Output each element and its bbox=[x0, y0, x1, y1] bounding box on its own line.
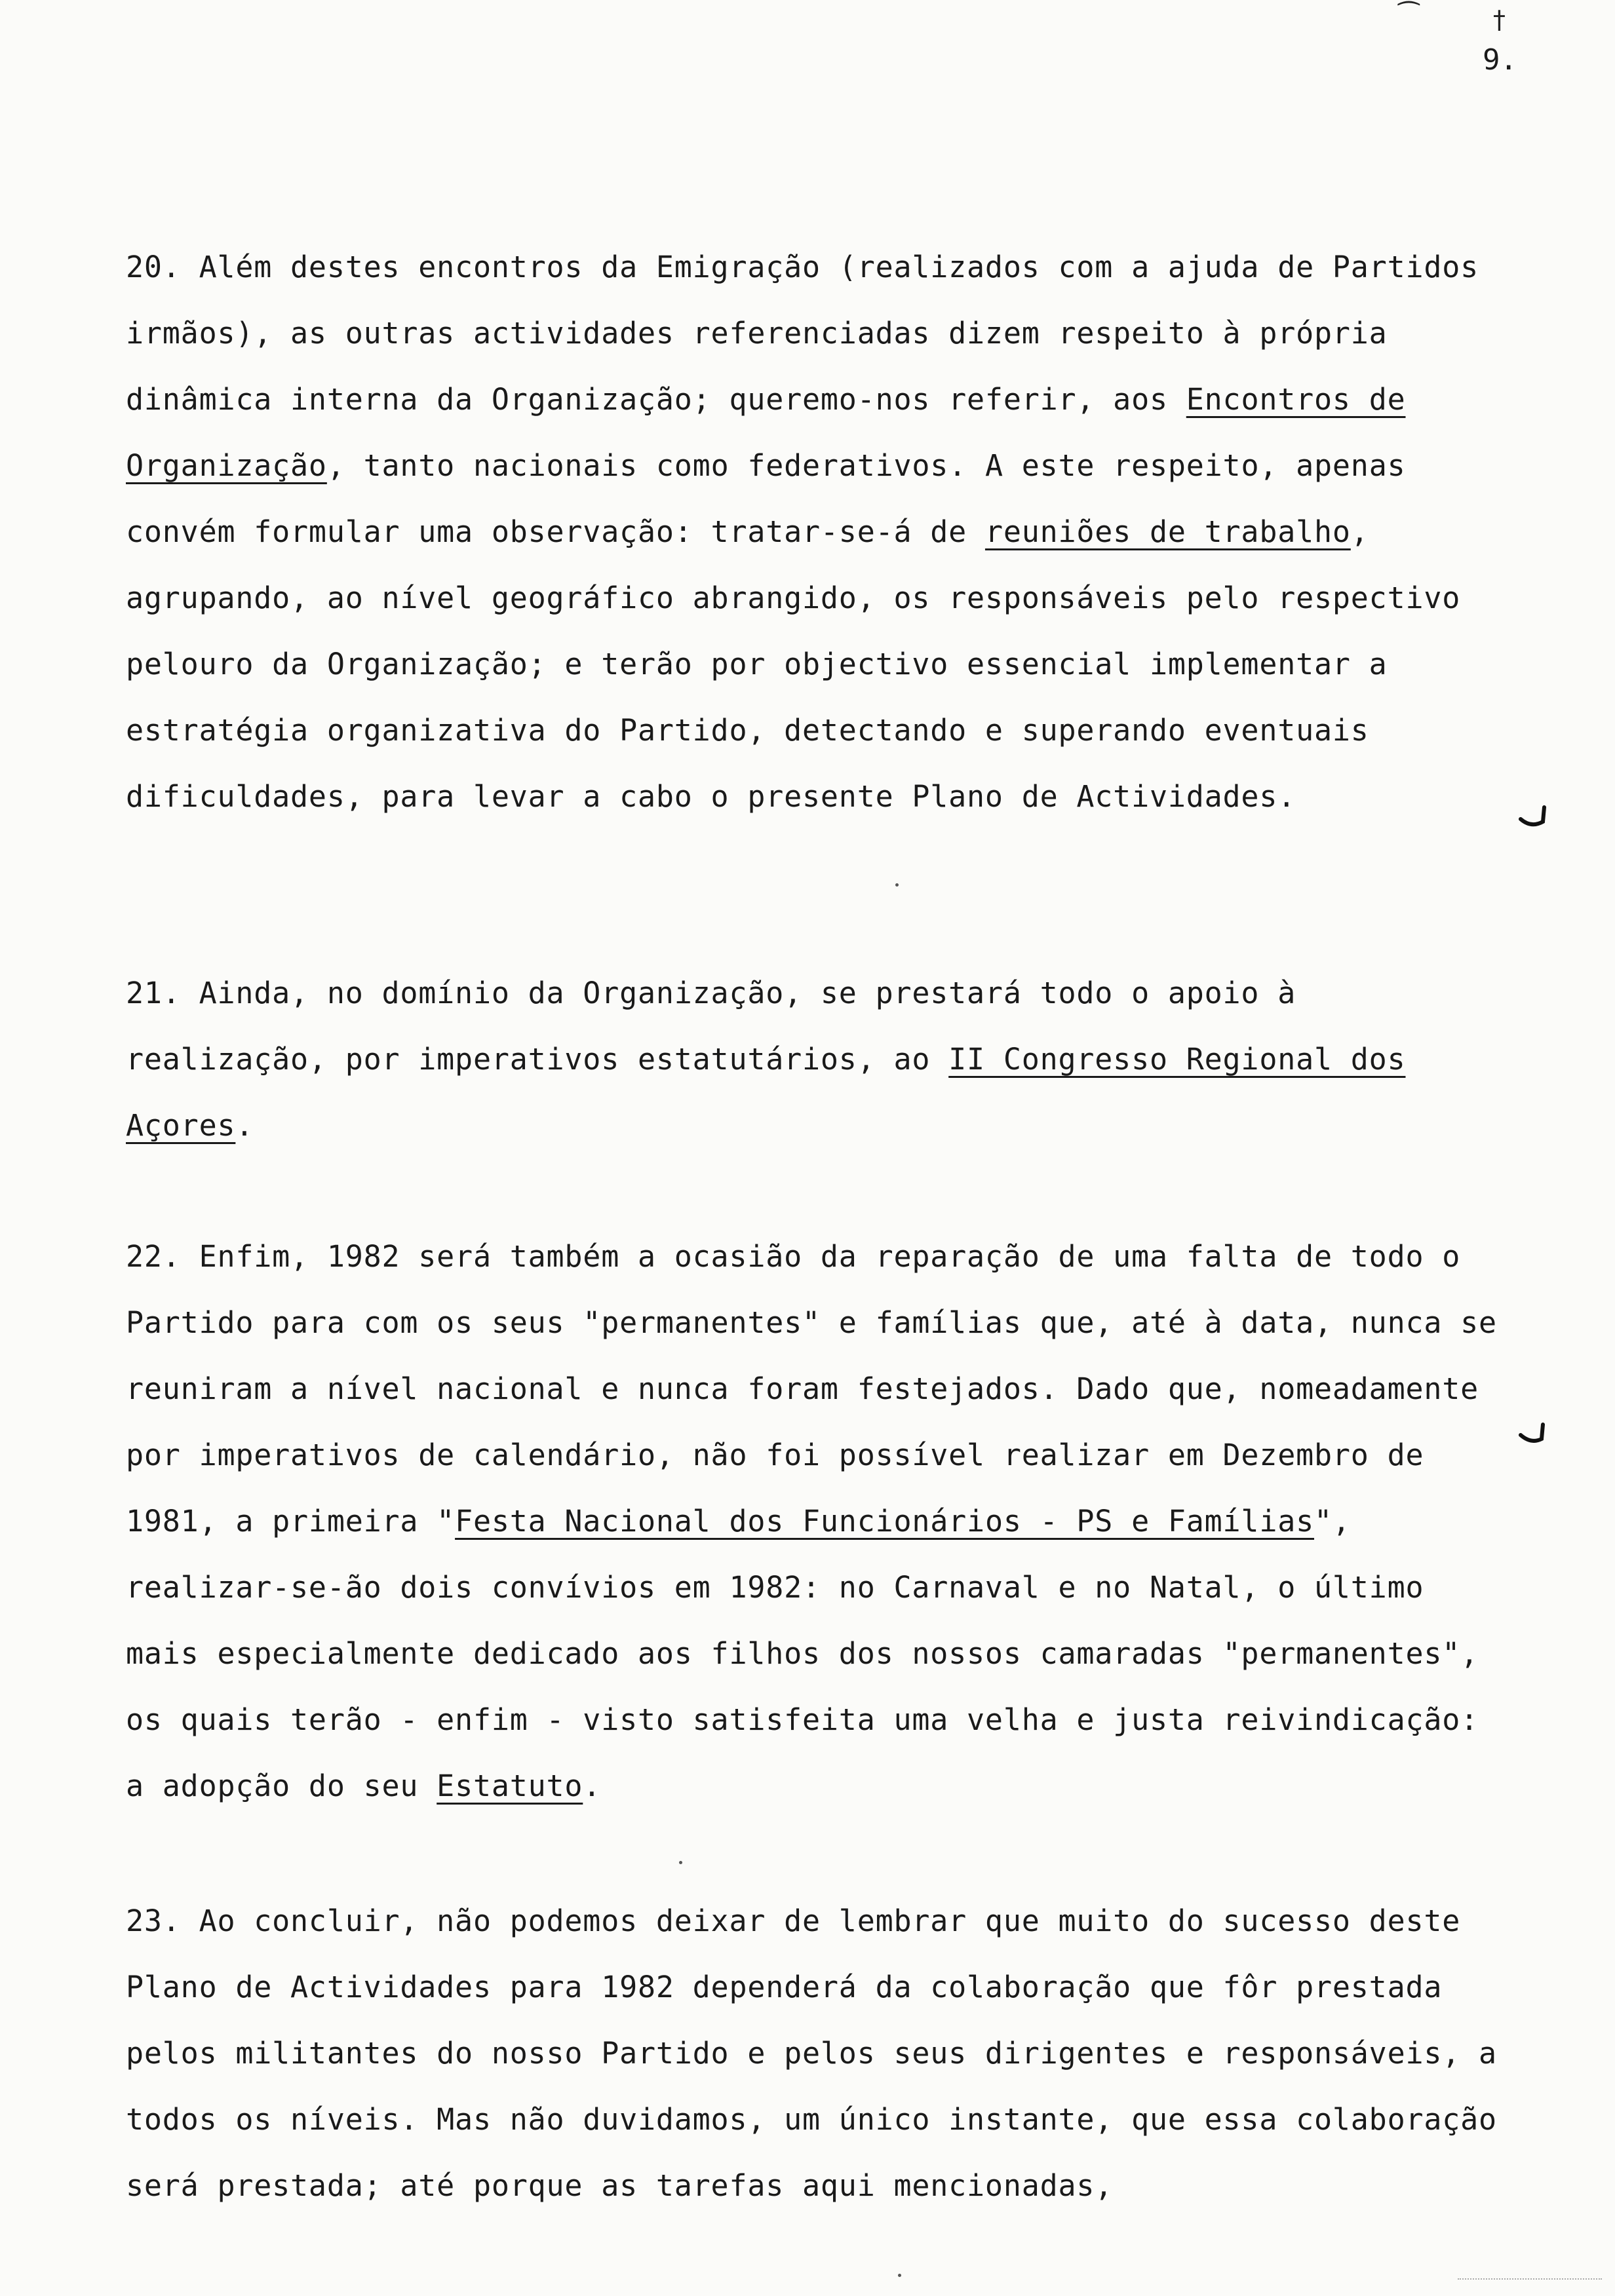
underlined-text: Estatuto bbox=[437, 1769, 583, 1803]
paragraph-text: , tanto nacionais como federativos. A este respeito, apenas convém formular uma observação: tratar-se-á de bbox=[126, 448, 1406, 549]
paragraph-text: 20. Além destes encontros da Emigração (realizados com a ajuda de Partidos irmãos), as outras actividades referenciadas dizem respeito à própria dinâmica interna da Organização; queremo-nos referir, aos bbox=[126, 250, 1479, 417]
paragraph-text: 21. Ainda, no domínio da Organização, se prestará todo o apoio à realização, por imperativos estatutários, ao bbox=[126, 976, 1296, 1077]
margin-check-mark-2 bbox=[1518, 1422, 1548, 1448]
page-number: 9. bbox=[1483, 43, 1517, 77]
paragraph-text: 23. Ao concluir, não podemos deixar de lembrar que muito do sucesso deste Plano de Actividades para 1982 dependerá da colaboração que fôr prestada pelos militantes do nosso Partido e pelos seus dirigentes e responsáveis, a todos os níveis. Mas não duvidamos, um único instante, que essa colaboração será prestada; até porque as tarefas aqui mencionadas, bbox=[126, 1904, 1497, 2203]
corner-mark-left: ⁀ bbox=[1399, 1, 1419, 30]
speck bbox=[679, 1861, 682, 1864]
paragraph-20 bbox=[126, 234, 1509, 830]
paragraph-21 bbox=[126, 960, 1509, 1158]
underlined-text: Encontros de Organização bbox=[126, 382, 1406, 483]
scan-edge bbox=[1458, 2278, 1602, 2282]
margin-check-mark-1 bbox=[1518, 803, 1548, 830]
corner-mark-right: † bbox=[1492, 5, 1507, 34]
speck bbox=[898, 2274, 901, 2277]
paragraph-text: . bbox=[235, 1108, 254, 1143]
paragraph-23 bbox=[126, 1888, 1509, 2219]
underlined-text: Festa Nacional dos Funcionários - PS e Famílias bbox=[455, 1504, 1314, 1539]
underlined-text: reuniões de trabalho bbox=[984, 514, 1351, 549]
paragraph-text: . bbox=[583, 1769, 602, 1803]
underlined-text: II Congresso Regional dos Açores bbox=[126, 1042, 1406, 1143]
paragraph-22 bbox=[126, 1223, 1509, 1819]
speck bbox=[895, 883, 899, 887]
paragraph-text: , agrupando, ao nível geográfico abrangido, os responsáveis pelo respectivo pelouro da Organização; e terão por objectivo essencial implementar a estratégia organizativa do Partido, detectando e superando eventuais dificuldades, para levar a cabo o presente Plano de Actividades. bbox=[126, 514, 1461, 814]
paragraph-text: ", realizar-se-ão dois convívios em 1982: no Carnaval e no Natal, o último mais especialmente dedicado aos filhos dos nossos camaradas "permanentes", os quais terão - enfim - visto satisfeita uma velha e justa reivindicação: a adopção do seu bbox=[126, 1504, 1479, 1803]
paragraph-text: 22. Enfim, 1982 será também a ocasião da reparação de uma falta de todo o Partido para com os seus "permanentes" e famílias que, até à data, nunca se reuniram a nível nacional e nunca foram festejados. Dado que, nomeadamente por imperativos de calendário, não foi possível realizar em Dezembro de 1981, a primeira " bbox=[126, 1239, 1497, 1539]
